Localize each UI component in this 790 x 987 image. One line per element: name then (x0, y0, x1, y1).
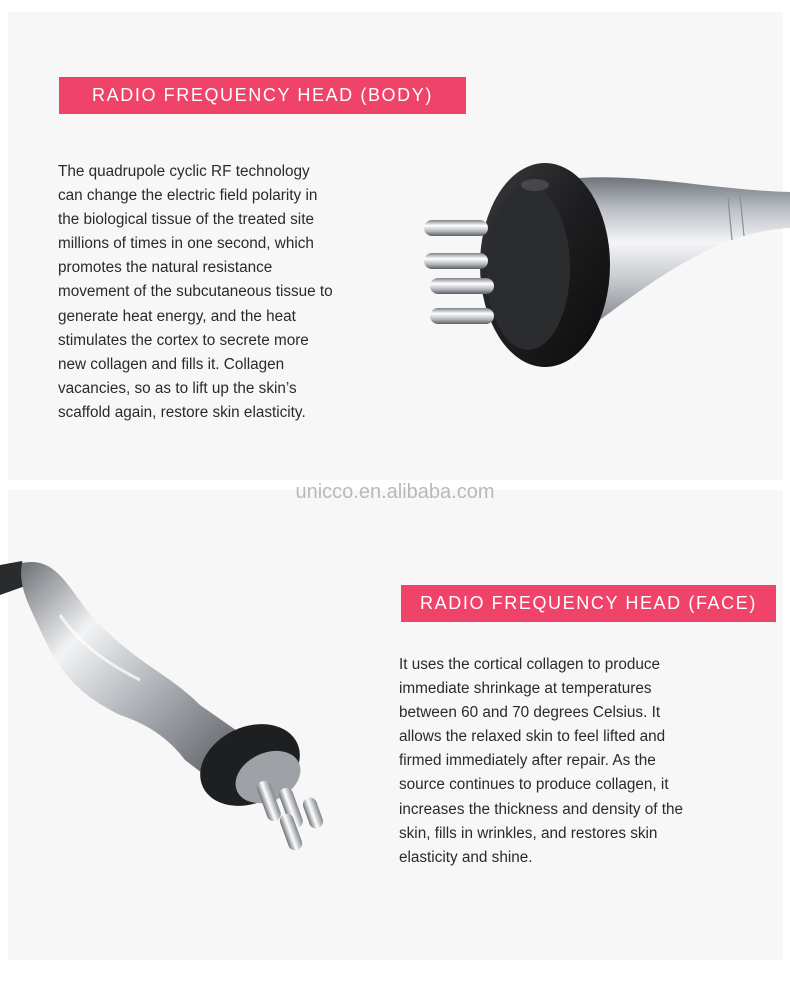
description-line: skin, fills in wrinkles, and restores skin (399, 824, 658, 842)
description-line: stimulates the cortex to secrete more (58, 331, 309, 349)
description-line: The quadrupole cyclic RF technology (58, 163, 310, 180)
body-rf-head-image (410, 150, 790, 380)
watermark: unicco.en.alibaba.com (295, 481, 495, 503)
cap-face (486, 186, 570, 350)
description-line: increases the thickness and density of the (399, 800, 684, 818)
face-rf-head-image (0, 555, 340, 865)
description-line: can change the electric field polarity in (58, 187, 318, 205)
description-line: movement of the subcutaneous tissue to (58, 283, 333, 301)
description-line: millions of times in one second, which (58, 235, 314, 253)
description-line: the biological tissue of the treated site (58, 211, 314, 229)
description-line: It uses the cortical collagen to produce (399, 656, 661, 673)
face-head-title: RADIO FREQUENCY HEAD (FACE) (401, 585, 776, 622)
face-head-description (399, 653, 744, 870)
description-line: promotes the natural resistance (58, 259, 273, 277)
body-head-description (58, 160, 393, 425)
description-line: immediate shrinkage at temperatures (399, 680, 652, 698)
electrode-pin (301, 796, 325, 831)
description-line: new collagen and fills it. Collagen (58, 355, 285, 373)
electrode-pin (430, 308, 494, 324)
description-line: vacancies, so as to lift up the skin’s (58, 379, 297, 397)
electrode-pin (424, 253, 488, 269)
description-line: generate heat energy, and the heat (58, 307, 296, 325)
cap-highlight (521, 179, 549, 191)
description-line: source continues to produce collagen, it (399, 776, 669, 794)
description-line: scaffold again, restore skin elasticity. (58, 403, 306, 421)
electrode-pin (430, 278, 494, 294)
body-head-title: RADIO FREQUENCY HEAD (BODY) (59, 77, 466, 114)
description-line: allows the relaxed skin to feel lifted and (399, 728, 666, 746)
handle-shape (21, 562, 240, 783)
electrode-pin (424, 220, 488, 236)
description-line: between 60 and 70 degrees Celsius. It (399, 704, 661, 722)
electrode-pins (255, 779, 325, 852)
description-line: firmed immediately after repair. As the (399, 752, 656, 770)
description-line: elasticity and shine. (399, 848, 533, 866)
